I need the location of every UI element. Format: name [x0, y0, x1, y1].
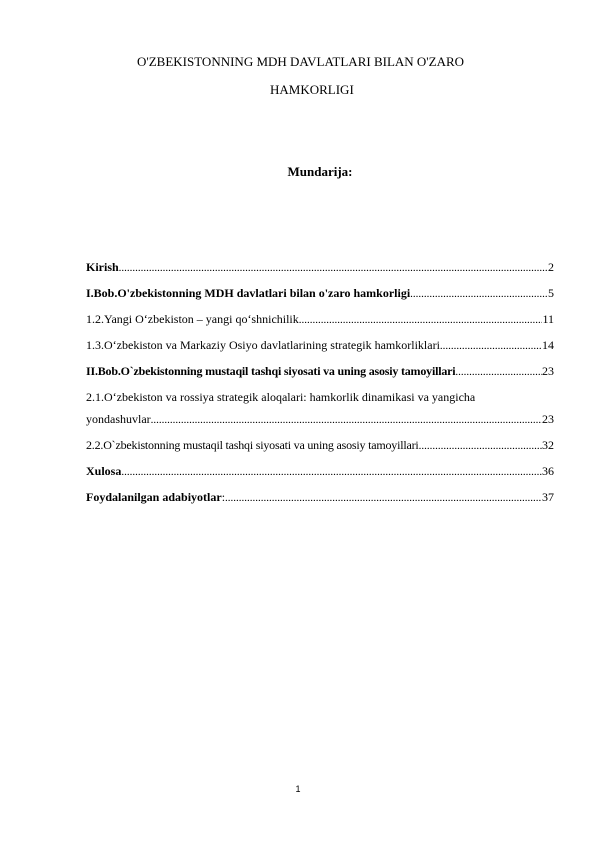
toc-entry-kirish[interactable] [86, 260, 554, 275]
document-title-line-1: O'ZBEKISTONNING MDH DAVLATLARI BILAN O'ZARO [137, 54, 465, 69]
toc-page-number: 23 [542, 412, 554, 426]
toc-page-number: 14 [542, 338, 554, 352]
toc-leader-dots [299, 313, 543, 327]
toc-entry-section-1-3[interactable] [86, 338, 554, 353]
toc-leader-dots [119, 261, 548, 275]
toc-entry-title: I.Bob.O'zbekistonning MDH davlatlari bilan o'zaro hamkorligi [86, 286, 411, 300]
toc-page-number: 5 [548, 286, 554, 300]
document-title-line-2: HAMKORLIGI [270, 82, 354, 97]
toc-leader-dots [225, 491, 542, 505]
toc-entry-xulosa[interactable] [86, 464, 554, 479]
toc-leader-dots [440, 339, 542, 353]
toc-leader-dots [455, 365, 542, 379]
toc-page-number: 2 [548, 260, 554, 274]
toc-page-number: 37 [542, 490, 554, 504]
toc-entry-section-1-2[interactable] [86, 312, 554, 327]
table-of-contents [86, 260, 554, 516]
toc-entry-references[interactable] [86, 490, 554, 505]
toc-entry-title: II.Bob.O`zbekistonning mustaqil tashqi siyosati va uning asosiy tamoyillari [86, 364, 456, 378]
toc-page-number: 36 [542, 464, 554, 478]
toc-page-number: 32 [542, 438, 554, 452]
toc-leader-dots [151, 413, 542, 427]
toc-leader-dots [410, 287, 548, 301]
toc-entry-section-2-1[interactable] [86, 390, 554, 427]
toc-entry-title: 2.2.O`zbekistonning mustaqil tashqi siyosati va uning asosiy tamoyillari [86, 438, 419, 452]
toc-entry-chapter-2[interactable] [86, 364, 554, 379]
toc-entry-suffix: : [221, 490, 226, 504]
toc-page-number: 11 [542, 312, 554, 326]
toc-heading: Mundarija: [287, 164, 353, 179]
toc-page-number: 23 [542, 364, 554, 378]
toc-entry-chapter-1[interactable] [86, 286, 554, 301]
toc-entry-title: Kirish [86, 260, 119, 274]
toc-leader-dots [121, 465, 542, 479]
toc-entry-section-2-2[interactable] [86, 438, 554, 453]
page-number: 1 [295, 784, 301, 794]
toc-entry-title-line-1: 2.1.O‘zbekiston va rossiya strategik aloqalari: hamkorlik dinamikasi va yangicha [86, 390, 476, 404]
toc-entry-title: Xulosa [86, 464, 122, 478]
toc-entry-title: 1.2.Yangi O‘zbekiston – yangi qo‘shnichilik [86, 312, 299, 326]
toc-entry-title: yondashuvlar [86, 412, 151, 426]
toc-entry-title: 1.3.O‘zbekiston va Markaziy Osiyo davlatlarining strategik hamkorliklari [86, 338, 440, 352]
toc-leader-dots [419, 439, 542, 453]
toc-entry-title: Foydalanilgan adabiyotlar [86, 490, 222, 504]
